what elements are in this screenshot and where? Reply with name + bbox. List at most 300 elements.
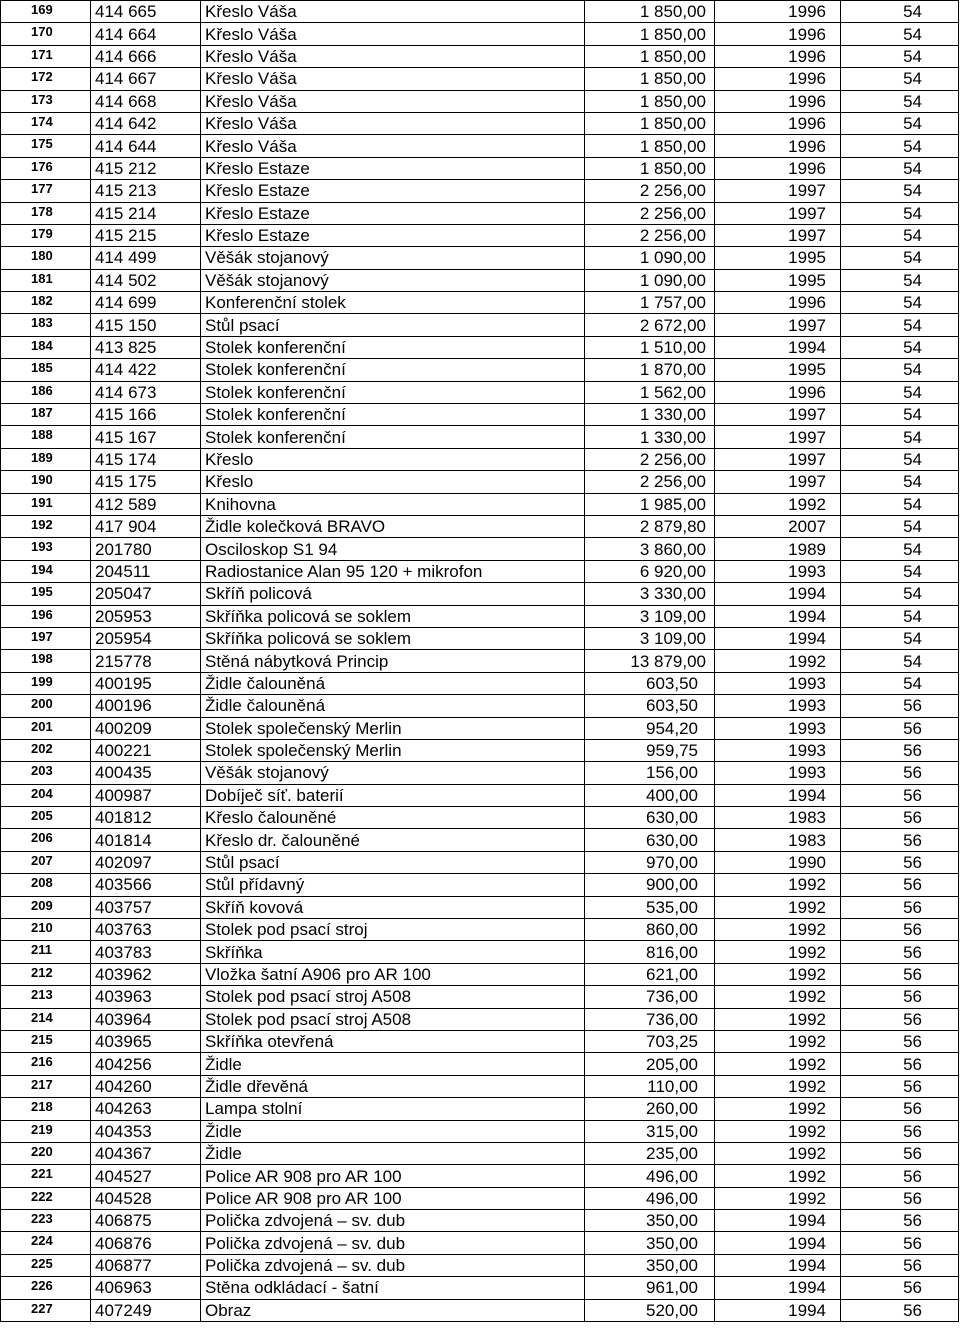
code-cell: 56 <box>841 1098 959 1120</box>
price-cell: 3 330,00 <box>585 583 715 605</box>
table-row <box>1 269 959 291</box>
code-cell: 56 <box>841 1299 959 1321</box>
table-row <box>1 224 959 246</box>
code-cell: 56 <box>841 784 959 806</box>
price-cell: 736,00 <box>585 1008 715 1030</box>
row-number-cell: 218 <box>1 1098 91 1120</box>
row-number-cell: 209 <box>1 896 91 918</box>
inventory-number-cell: 401814 <box>91 829 201 851</box>
table-row <box>1 896 959 918</box>
inventory-number-cell: 205953 <box>91 605 201 627</box>
price-cell: 603,50 <box>585 672 715 694</box>
item-name-cell: Věšák stojanový <box>201 247 585 269</box>
year-cell: 1994 <box>715 1232 841 1254</box>
year-cell: 1993 <box>715 717 841 739</box>
row-number-cell: 223 <box>1 1210 91 1232</box>
row-number-cell: 224 <box>1 1232 91 1254</box>
inventory-number-cell: 205047 <box>91 583 201 605</box>
year-cell: 1992 <box>715 1008 841 1030</box>
price-cell: 603,50 <box>585 695 715 717</box>
row-number-cell: 203 <box>1 762 91 784</box>
year-cell: 1992 <box>715 1098 841 1120</box>
code-cell: 54 <box>841 560 959 582</box>
table-row <box>1 627 959 649</box>
year-cell: 1990 <box>715 851 841 873</box>
row-number-cell: 177 <box>1 180 91 202</box>
inventory-number-cell: 403566 <box>91 874 201 896</box>
inventory-number-cell: 415 213 <box>91 180 201 202</box>
inventory-number-cell: 415 150 <box>91 314 201 336</box>
inventory-number-cell: 415 215 <box>91 224 201 246</box>
price-cell: 954,20 <box>585 717 715 739</box>
table-row <box>1 471 959 493</box>
code-cell: 56 <box>841 1254 959 1276</box>
year-cell: 1997 <box>715 404 841 426</box>
table-row <box>1 112 959 134</box>
item-name-cell: Křeslo Váša <box>201 1 585 23</box>
table-row <box>1 157 959 179</box>
row-number-cell: 215 <box>1 1030 91 1052</box>
code-cell: 54 <box>841 247 959 269</box>
inventory-number-cell: 406877 <box>91 1254 201 1276</box>
row-number-cell: 196 <box>1 605 91 627</box>
price-cell: 350,00 <box>585 1210 715 1232</box>
table-row <box>1 45 959 67</box>
year-cell: 2007 <box>715 515 841 537</box>
code-cell: 56 <box>841 762 959 784</box>
row-number-cell: 190 <box>1 471 91 493</box>
row-number-cell: 200 <box>1 695 91 717</box>
inventory-number-cell: 414 644 <box>91 135 201 157</box>
item-name-cell: Osciloskop S1 94 <box>201 538 585 560</box>
year-cell: 1992 <box>715 1030 841 1052</box>
row-number-cell: 221 <box>1 1165 91 1187</box>
table-row <box>1 1254 959 1276</box>
inventory-number-cell: 417 904 <box>91 515 201 537</box>
table-row <box>1 23 959 45</box>
table-row <box>1 202 959 224</box>
year-cell: 1992 <box>715 1053 841 1075</box>
item-name-cell: Stolek konferenční <box>201 381 585 403</box>
table-row <box>1 538 959 560</box>
price-cell: 3 109,00 <box>585 627 715 649</box>
price-cell: 2 256,00 <box>585 224 715 246</box>
item-name-cell: Stolek konferenční <box>201 336 585 358</box>
price-cell: 2 879,80 <box>585 515 715 537</box>
table-row <box>1 68 959 90</box>
price-cell: 496,00 <box>585 1187 715 1209</box>
table-row <box>1 314 959 336</box>
inventory-number-cell: 400435 <box>91 762 201 784</box>
table-row <box>1 650 959 672</box>
inventory-number-cell: 406875 <box>91 1210 201 1232</box>
code-cell: 56 <box>841 1075 959 1097</box>
inventory-number-cell: 205954 <box>91 627 201 649</box>
table-row <box>1 1277 959 1299</box>
item-name-cell: Stěná nábytková Princip <box>201 650 585 672</box>
inventory-number-cell: 403963 <box>91 986 201 1008</box>
code-cell: 54 <box>841 448 959 470</box>
item-name-cell: Křeslo dr. čalouněné <box>201 829 585 851</box>
row-number-cell: 195 <box>1 583 91 605</box>
inventory-number-cell: 400195 <box>91 672 201 694</box>
item-name-cell: Věšák stojanový <box>201 269 585 291</box>
inventory-number-cell: 400209 <box>91 717 201 739</box>
inventory-number-cell: 404263 <box>91 1098 201 1120</box>
table-row <box>1 851 959 873</box>
year-cell: 1993 <box>715 762 841 784</box>
code-cell: 54 <box>841 336 959 358</box>
row-number-cell: 180 <box>1 247 91 269</box>
inventory-number-cell: 201780 <box>91 538 201 560</box>
row-number-cell: 217 <box>1 1075 91 1097</box>
inventory-number-cell: 406963 <box>91 1277 201 1299</box>
table-row <box>1 90 959 112</box>
code-cell: 56 <box>841 829 959 851</box>
item-name-cell: Stůl přídavný <box>201 874 585 896</box>
code-cell: 54 <box>841 381 959 403</box>
item-name-cell: Stolek pod psací stroj <box>201 919 585 941</box>
row-number-cell: 202 <box>1 739 91 761</box>
inventory-number-cell: 404353 <box>91 1120 201 1142</box>
item-name-cell: Křeslo Estaze <box>201 180 585 202</box>
year-cell: 1993 <box>715 672 841 694</box>
year-cell: 1995 <box>715 247 841 269</box>
year-cell: 1997 <box>715 448 841 470</box>
price-cell: 1 090,00 <box>585 269 715 291</box>
code-cell: 54 <box>841 23 959 45</box>
item-name-cell: Židle čalouněná <box>201 672 585 694</box>
inventory-number-cell: 415 212 <box>91 157 201 179</box>
price-cell: 736,00 <box>585 986 715 1008</box>
row-number-cell: 222 <box>1 1187 91 1209</box>
table-row <box>1 1120 959 1142</box>
year-cell: 1997 <box>715 314 841 336</box>
row-number-cell: 212 <box>1 963 91 985</box>
year-cell: 1997 <box>715 224 841 246</box>
code-cell: 54 <box>841 112 959 134</box>
item-name-cell: Stolek pod psací stroj A508 <box>201 1008 585 1030</box>
price-cell: 400,00 <box>585 784 715 806</box>
row-number-cell: 175 <box>1 135 91 157</box>
code-cell: 56 <box>841 896 959 918</box>
row-number-cell: 187 <box>1 404 91 426</box>
code-cell: 54 <box>841 605 959 627</box>
row-number-cell: 181 <box>1 269 91 291</box>
price-cell: 235,00 <box>585 1142 715 1164</box>
table-row <box>1 1008 959 1030</box>
year-cell: 1992 <box>715 986 841 1008</box>
price-cell: 13 879,00 <box>585 650 715 672</box>
price-cell: 535,00 <box>585 896 715 918</box>
table-row <box>1 963 959 985</box>
item-name-cell: Skříňka policová se soklem <box>201 605 585 627</box>
inventory-number-cell: 414 666 <box>91 45 201 67</box>
year-cell: 1994 <box>715 1277 841 1299</box>
item-name-cell: Stolek společenský Merlin <box>201 717 585 739</box>
table-row <box>1 426 959 448</box>
code-cell: 54 <box>841 515 959 537</box>
year-cell: 1992 <box>715 1165 841 1187</box>
price-cell: 900,00 <box>585 874 715 896</box>
year-cell: 1993 <box>715 695 841 717</box>
row-number-cell: 210 <box>1 919 91 941</box>
item-name-cell: Křeslo Váša <box>201 112 585 134</box>
code-cell: 56 <box>841 717 959 739</box>
row-number-cell: 193 <box>1 538 91 560</box>
price-cell: 2 256,00 <box>585 471 715 493</box>
row-number-cell: 227 <box>1 1299 91 1321</box>
year-cell: 1992 <box>715 1187 841 1209</box>
table-row <box>1 404 959 426</box>
item-name-cell: Skříňka otevřená <box>201 1030 585 1052</box>
year-cell: 1994 <box>715 605 841 627</box>
item-name-cell: Knihovna <box>201 493 585 515</box>
item-name-cell: Lampa stolní <box>201 1098 585 1120</box>
code-cell: 56 <box>841 1008 959 1030</box>
table-row <box>1 829 959 851</box>
table-row <box>1 1 959 23</box>
year-cell: 1994 <box>715 627 841 649</box>
price-cell: 1 330,00 <box>585 426 715 448</box>
price-cell: 1 562,00 <box>585 381 715 403</box>
code-cell: 54 <box>841 471 959 493</box>
price-cell: 1 850,00 <box>585 23 715 45</box>
price-cell: 1 330,00 <box>585 404 715 426</box>
inventory-number-cell: 204511 <box>91 560 201 582</box>
price-cell: 621,00 <box>585 963 715 985</box>
item-name-cell: Stůl psací <box>201 851 585 873</box>
item-name-cell: Křeslo <box>201 448 585 470</box>
table-row <box>1 919 959 941</box>
item-name-cell: Křeslo čalouněné <box>201 807 585 829</box>
inventory-number-cell: 403965 <box>91 1030 201 1052</box>
inventory-number-cell: 403763 <box>91 919 201 941</box>
price-cell: 205,00 <box>585 1053 715 1075</box>
row-number-cell: 173 <box>1 90 91 112</box>
code-cell: 56 <box>841 695 959 717</box>
table-row <box>1 560 959 582</box>
inventory-number-cell: 414 665 <box>91 1 201 23</box>
year-cell: 1996 <box>715 381 841 403</box>
inventory-number-cell: 415 214 <box>91 202 201 224</box>
price-cell: 1 850,00 <box>585 1 715 23</box>
code-cell: 54 <box>841 650 959 672</box>
price-cell: 860,00 <box>585 919 715 941</box>
year-cell: 1996 <box>715 1 841 23</box>
price-cell: 520,00 <box>585 1299 715 1321</box>
item-name-cell: Polička zdvojená – sv. dub <box>201 1232 585 1254</box>
price-cell: 1 850,00 <box>585 135 715 157</box>
inventory-number-cell: 414 422 <box>91 359 201 381</box>
table-row <box>1 762 959 784</box>
code-cell: 56 <box>841 1187 959 1209</box>
inventory-number-cell: 415 166 <box>91 404 201 426</box>
inventory-number-cell: 414 502 <box>91 269 201 291</box>
row-number-cell: 226 <box>1 1277 91 1299</box>
table-row <box>1 986 959 1008</box>
item-name-cell: Stolek konferenční <box>201 426 585 448</box>
price-cell: 3 109,00 <box>585 605 715 627</box>
year-cell: 1997 <box>715 471 841 493</box>
inventory-number-cell: 401812 <box>91 807 201 829</box>
item-name-cell: Křeslo Estaze <box>201 157 585 179</box>
price-cell: 961,00 <box>585 1277 715 1299</box>
item-name-cell: Křeslo Váša <box>201 45 585 67</box>
item-name-cell: Skříň policová <box>201 583 585 605</box>
code-cell: 56 <box>841 1053 959 1075</box>
year-cell: 1996 <box>715 23 841 45</box>
code-cell: 54 <box>841 269 959 291</box>
inventory-number-cell: 404527 <box>91 1165 201 1187</box>
row-number-cell: 174 <box>1 112 91 134</box>
code-cell: 56 <box>841 1030 959 1052</box>
code-cell: 54 <box>841 224 959 246</box>
item-name-cell: Židle <box>201 1142 585 1164</box>
table-row <box>1 1232 959 1254</box>
item-name-cell: Police AR 908 pro AR 100 <box>201 1165 585 1187</box>
year-cell: 1994 <box>715 583 841 605</box>
row-number-cell: 170 <box>1 23 91 45</box>
item-name-cell: Židle kolečková BRAVO <box>201 515 585 537</box>
year-cell: 1997 <box>715 202 841 224</box>
item-name-cell: Křeslo Estaze <box>201 224 585 246</box>
inventory-number-cell: 403757 <box>91 896 201 918</box>
price-cell: 260,00 <box>585 1098 715 1120</box>
row-number-cell: 214 <box>1 1008 91 1030</box>
row-number-cell: 188 <box>1 426 91 448</box>
item-name-cell: Konferenční stolek <box>201 292 585 314</box>
row-number-cell: 201 <box>1 717 91 739</box>
table-row <box>1 180 959 202</box>
year-cell: 1994 <box>715 1254 841 1276</box>
item-name-cell: Stolek konferenční <box>201 404 585 426</box>
table-row <box>1 739 959 761</box>
item-name-cell: Obraz <box>201 1299 585 1321</box>
code-cell: 54 <box>841 314 959 336</box>
price-cell: 156,00 <box>585 762 715 784</box>
price-cell: 350,00 <box>585 1254 715 1276</box>
year-cell: 1992 <box>715 493 841 515</box>
year-cell: 1992 <box>715 963 841 985</box>
price-cell: 1 850,00 <box>585 157 715 179</box>
row-number-cell: 225 <box>1 1254 91 1276</box>
item-name-cell: Skříňka <box>201 941 585 963</box>
code-cell: 54 <box>841 583 959 605</box>
row-number-cell: 192 <box>1 515 91 537</box>
inventory-number-cell: 404260 <box>91 1075 201 1097</box>
row-number-cell: 182 <box>1 292 91 314</box>
price-cell: 959,75 <box>585 739 715 761</box>
code-cell: 56 <box>841 941 959 963</box>
table-row <box>1 135 959 157</box>
row-number-cell: 176 <box>1 157 91 179</box>
item-name-cell: Židle <box>201 1120 585 1142</box>
code-cell: 56 <box>841 1165 959 1187</box>
price-cell: 970,00 <box>585 851 715 873</box>
row-number-cell: 213 <box>1 986 91 1008</box>
row-number-cell: 204 <box>1 784 91 806</box>
price-cell: 2 256,00 <box>585 180 715 202</box>
row-number-cell: 199 <box>1 672 91 694</box>
table-row <box>1 247 959 269</box>
price-cell: 3 860,00 <box>585 538 715 560</box>
inventory-number-cell: 412 589 <box>91 493 201 515</box>
inventory-number-cell: 414 668 <box>91 90 201 112</box>
price-cell: 1 090,00 <box>585 247 715 269</box>
code-cell: 56 <box>841 1210 959 1232</box>
year-cell: 1996 <box>715 135 841 157</box>
code-cell: 54 <box>841 135 959 157</box>
table-row <box>1 493 959 515</box>
code-cell: 56 <box>841 986 959 1008</box>
year-cell: 1996 <box>715 157 841 179</box>
row-number-cell: 171 <box>1 45 91 67</box>
item-name-cell: Radiostanice Alan 95 120 + mikrofon <box>201 560 585 582</box>
inventory-number-cell: 413 825 <box>91 336 201 358</box>
code-cell: 54 <box>841 359 959 381</box>
table-row <box>1 1075 959 1097</box>
year-cell: 1992 <box>715 1120 841 1142</box>
code-cell: 54 <box>841 90 959 112</box>
code-cell: 56 <box>841 807 959 829</box>
item-name-cell: Polička zdvojená – sv. dub <box>201 1210 585 1232</box>
table-row <box>1 695 959 717</box>
year-cell: 1992 <box>715 919 841 941</box>
year-cell: 1989 <box>715 538 841 560</box>
table-row <box>1 448 959 470</box>
year-cell: 1994 <box>715 1299 841 1321</box>
row-number-cell: 184 <box>1 336 91 358</box>
code-cell: 56 <box>841 1120 959 1142</box>
item-name-cell: Židle <box>201 1053 585 1075</box>
price-cell: 1 870,00 <box>585 359 715 381</box>
price-cell: 1 850,00 <box>585 112 715 134</box>
year-cell: 1992 <box>715 650 841 672</box>
row-number-cell: 189 <box>1 448 91 470</box>
table-row <box>1 359 959 381</box>
row-number-cell: 183 <box>1 314 91 336</box>
code-cell: 56 <box>841 851 959 873</box>
code-cell: 56 <box>841 1232 959 1254</box>
year-cell: 1994 <box>715 784 841 806</box>
price-cell: 315,00 <box>585 1120 715 1142</box>
table-row <box>1 1098 959 1120</box>
code-cell: 54 <box>841 426 959 448</box>
price-cell: 1 850,00 <box>585 90 715 112</box>
code-cell: 54 <box>841 180 959 202</box>
inventory-number-cell: 403783 <box>91 941 201 963</box>
item-name-cell: Stolek konferenční <box>201 359 585 381</box>
inventory-number-cell: 404256 <box>91 1053 201 1075</box>
code-cell: 56 <box>841 963 959 985</box>
item-name-cell: Křeslo Estaze <box>201 202 585 224</box>
inventory-number-cell: 404367 <box>91 1142 201 1164</box>
inventory-number-cell: 400987 <box>91 784 201 806</box>
inventory-number-cell: 215778 <box>91 650 201 672</box>
inventory-number-cell: 407249 <box>91 1299 201 1321</box>
inventory-number-cell: 414 499 <box>91 247 201 269</box>
item-name-cell: Křeslo Váša <box>201 68 585 90</box>
inventory-number-cell: 402097 <box>91 851 201 873</box>
table-row <box>1 941 959 963</box>
price-cell: 2 256,00 <box>585 448 715 470</box>
inventory-number-cell: 415 175 <box>91 471 201 493</box>
price-cell: 816,00 <box>585 941 715 963</box>
item-name-cell: Křeslo Váša <box>201 135 585 157</box>
price-cell: 6 920,00 <box>585 560 715 582</box>
inventory-number-cell: 414 673 <box>91 381 201 403</box>
